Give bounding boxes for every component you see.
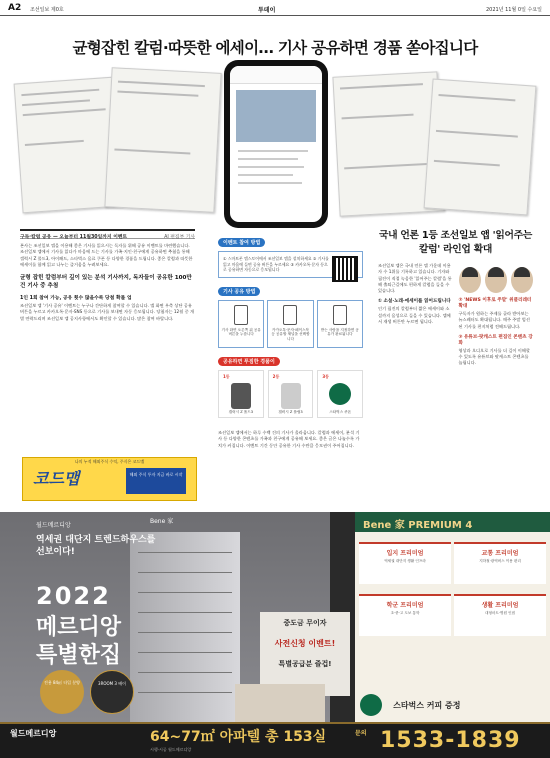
prize-title: 공유하면 푸짐한 경품이 — [218, 357, 280, 366]
article-subhead: 균형 잡힌 칼럼부터 깊이 있는 분석 기사까지, 독자들이 공유한 100만 건 기사 중 추첨 — [20, 275, 192, 290]
qr-code-icon[interactable] — [332, 256, 358, 282]
columnist-photos — [459, 267, 534, 293]
section-name: 투데이 — [258, 7, 276, 14]
columnist-photo — [485, 267, 507, 293]
ad-logo: 월드메르디앙 — [36, 522, 71, 529]
premium-cell: 학군 프리미엄 초·중·고 도보 통학 — [359, 594, 451, 636]
phone-icon — [234, 305, 248, 325]
footer-logo: 월드메르디앙 — [10, 729, 57, 738]
ad-callout: 해외 주식 투자 지금 바로 시작 — [126, 468, 186, 494]
location-map — [235, 684, 325, 724]
article-subhead-small: 1인 1회 참여 가능, 공유 횟수 많을수록 당첨 확률 업 — [20, 296, 132, 302]
ad-badge: 3ROOM 3 배이 — [90, 670, 134, 714]
device-image — [231, 383, 251, 409]
footer-info: 시행·시공 월드메르디앙 — [150, 747, 192, 752]
issue-date: 2021년 11월 0일 수요일 — [485, 7, 542, 13]
share-step: 받는 사람을 지정하면 공유가 완료됩니다 — [317, 300, 363, 348]
footer-ask: 문의 — [355, 730, 367, 737]
device-image — [281, 383, 301, 409]
article-paragraph: 조선일보 앱은 국내 언론 앱 가운데 이용자 수 1위를 기록하고 있습니다. 기자와 필진이 직접 녹음한 '읽어주는 칼럼'을 통해 출퇴근길에도 편하게 칼럼을 들을 수 있습니다. — [378, 263, 452, 294]
article-paragraph: 영상과 오디오로 기사를 더 깊이 이해할 수 있도록 유튜브와 팟캐스트 콘텐츠를 늘립니다. — [458, 347, 530, 366]
coupon-icon — [329, 383, 351, 405]
coffee-promo: 스타벅스 커피 증정 — [360, 694, 540, 722]
ad-premium-panel — [355, 512, 550, 722]
app-article — [378, 229, 533, 367]
ad-brand: 코드맵 — [33, 469, 80, 488]
apartment-advertisement[interactable] — [0, 512, 550, 758]
article-subhead: ③ 유튜브·팟캐스트 편집인 콘텐츠 강화 — [458, 334, 533, 346]
prize-list — [218, 370, 363, 418]
coffee-logo-icon — [360, 694, 382, 716]
premium-title: Bene 家 PREMIUM 4 — [355, 512, 550, 532]
article-title: 국내 언론 1등 조선일보 앱 '읽어주는 칼럼' 라인업 확대 — [378, 230, 533, 255]
page-number: A2 — [8, 3, 22, 13]
article-paragraph: 인기 필진의 칼럼부터 짧은 에세이와 소설까지 음성으로 들을 수 있습니다. 앱에서 재생 버튼만 누르면 됩니다. — [378, 306, 451, 325]
article-paragraph: 조선일보 앱 '기사 공유' 이벤트는 누구나 간단하게 참여할 수 있습니다. 앱 화면 우측 상단 공유 버튼을 누르고 카카오톡·문자·SNS 등으로 기사를 보내면 자동 응모됩니다. 당첨자는 12월 중 개별 연락드리며 조선일보 앱 공지사항에서도 확인할 수 있습니다. 많은 참여 바랍니다. — [20, 303, 194, 321]
ad-event-box: 중도금 무이자 사전신청 이벤트! 특별공급분 즐겁! — [260, 612, 350, 696]
ad-year: 2022 — [36, 582, 111, 610]
guide-title: 기사 공유 방법 — [218, 287, 260, 296]
premium-cell: 생활 프리미엄 대형마트·병원 인접 — [454, 594, 546, 636]
event-guide-box — [218, 229, 363, 426]
byline: AI 편집부 기사 — [164, 235, 195, 240]
page-header — [0, 0, 550, 16]
building-image — [130, 532, 240, 722]
phone-mockup — [224, 60, 328, 228]
columnist-photo — [459, 267, 481, 293]
ad-slogan: 역세권 대단지 트렌드하우스를 선보이다! — [36, 535, 156, 557]
article-paragraph: 본사는 조선일보 앱을 이용해 좋은 기사를 읽으시는 독자를 위해 공유 이벤트를 마련했습니다. 조선일보 앱에서 기사를 읽다가 마음에 드는 기사를 가족·지인·친구에게 공유하면 추첨을 통해 갤럭시 Z 폴드3, 아이패드, 스타벅스 음료 쿠폰 등 다양한 경품을 드립니다. 좋은 칼럼과 따뜻한 에세이를 함께 읽고 나누는 즐거움을 누려보세요. — [20, 243, 193, 267]
newspaper-page-image — [104, 67, 221, 213]
phone-icon — [283, 305, 297, 325]
premium-cell: 입지 프리미엄 역세권 대단지 생활 인프라 — [359, 542, 451, 584]
article-subhead: ① 소설·노래·에세이를 읽어드립니다 — [378, 299, 451, 305]
event-bar — [20, 229, 195, 239]
contact-phone[interactable]: 1533-1839 — [380, 728, 521, 753]
guide-title: 이벤트 참여 방법 — [218, 238, 265, 247]
newspaper-collage — [18, 70, 532, 220]
footer-size: 64~77㎡ 아파텔 총 153실 — [150, 729, 327, 745]
ad-footer — [0, 722, 550, 758]
share-step: 카카오톡·문자·페이스북 등 공유할 채널을 선택합니다 — [267, 300, 313, 348]
share-step: 기사 화면 오른쪽 위 공유 버튼을 누릅니다 — [218, 300, 264, 348]
prize-item: 2등 갤럭시 Z 플립3 — [268, 370, 314, 418]
newspaper-page-image — [424, 79, 537, 216]
guide-instructions — [218, 251, 363, 278]
prize-item: 1등 갤럭시 Z 폴드3 — [218, 370, 264, 418]
article-subhead: ② 'NEWS 이후로 주말' 위클리레터 확대 — [458, 298, 532, 309]
article-paragraph: 구독자가 원하는 주제를 골라 받아보는 뉴스레터도 확대됩니다. 매주 주말 엄선된 기사를 편지처럼 전해드립니다. — [458, 311, 530, 329]
paper-name: 조선일보 제0호 — [30, 7, 64, 13]
article-paragraph: 조선일보 앱에서는 하루 수백 건의 기사가 올라옵니다. 칼럼과 에세이, 분석 기사 등 다양한 콘텐츠를 가족과 친구에게 공유해 보세요. 좋은 글은 나눌수록 가치가 커집니다. 이벤트 기간 동안 공유한 기사 수만큼 응모권이 주어집니다. — [218, 430, 360, 448]
small-advertisement[interactable] — [22, 457, 197, 501]
event-bar-title: 구독·칼럼 공유 — 오늘부터 11월30일까지 이벤트 — [20, 235, 128, 240]
page-headline: 균형잡힌 칼럼·따뜻한 에세이… 기사 공유하면 경품 쏟아집니다 — [72, 39, 478, 57]
event-article — [20, 229, 195, 322]
columnist-photo — [511, 267, 533, 293]
premium-cell: 교통 프리미엄 지하철·광역버스 이용 편리 — [454, 542, 546, 584]
share-steps — [218, 300, 363, 348]
phone-icon — [333, 305, 347, 325]
guide-text: ① 스마트폰 앱스토어에서 조선일보 앱을 설치하세요 ② 기사를 읽고 마음에 들면 공유 버튼을 누르세요 ③ 카카오톡·문자 등으로 공유하면 자동으로 응모됩니다 — [223, 256, 329, 272]
ad-tagline: 나의 누적 해외주식 수익, 주식은 코드맵 — [74, 459, 145, 464]
ad-brand: Bene 家 — [150, 518, 174, 525]
ad-badge: 전용 84㎡ 타입 분양 — [40, 670, 84, 714]
prize-item: 3등 스타벅스 쿠폰 — [317, 370, 363, 418]
ad-name: 메르디앙 특별한집 — [36, 615, 122, 668]
